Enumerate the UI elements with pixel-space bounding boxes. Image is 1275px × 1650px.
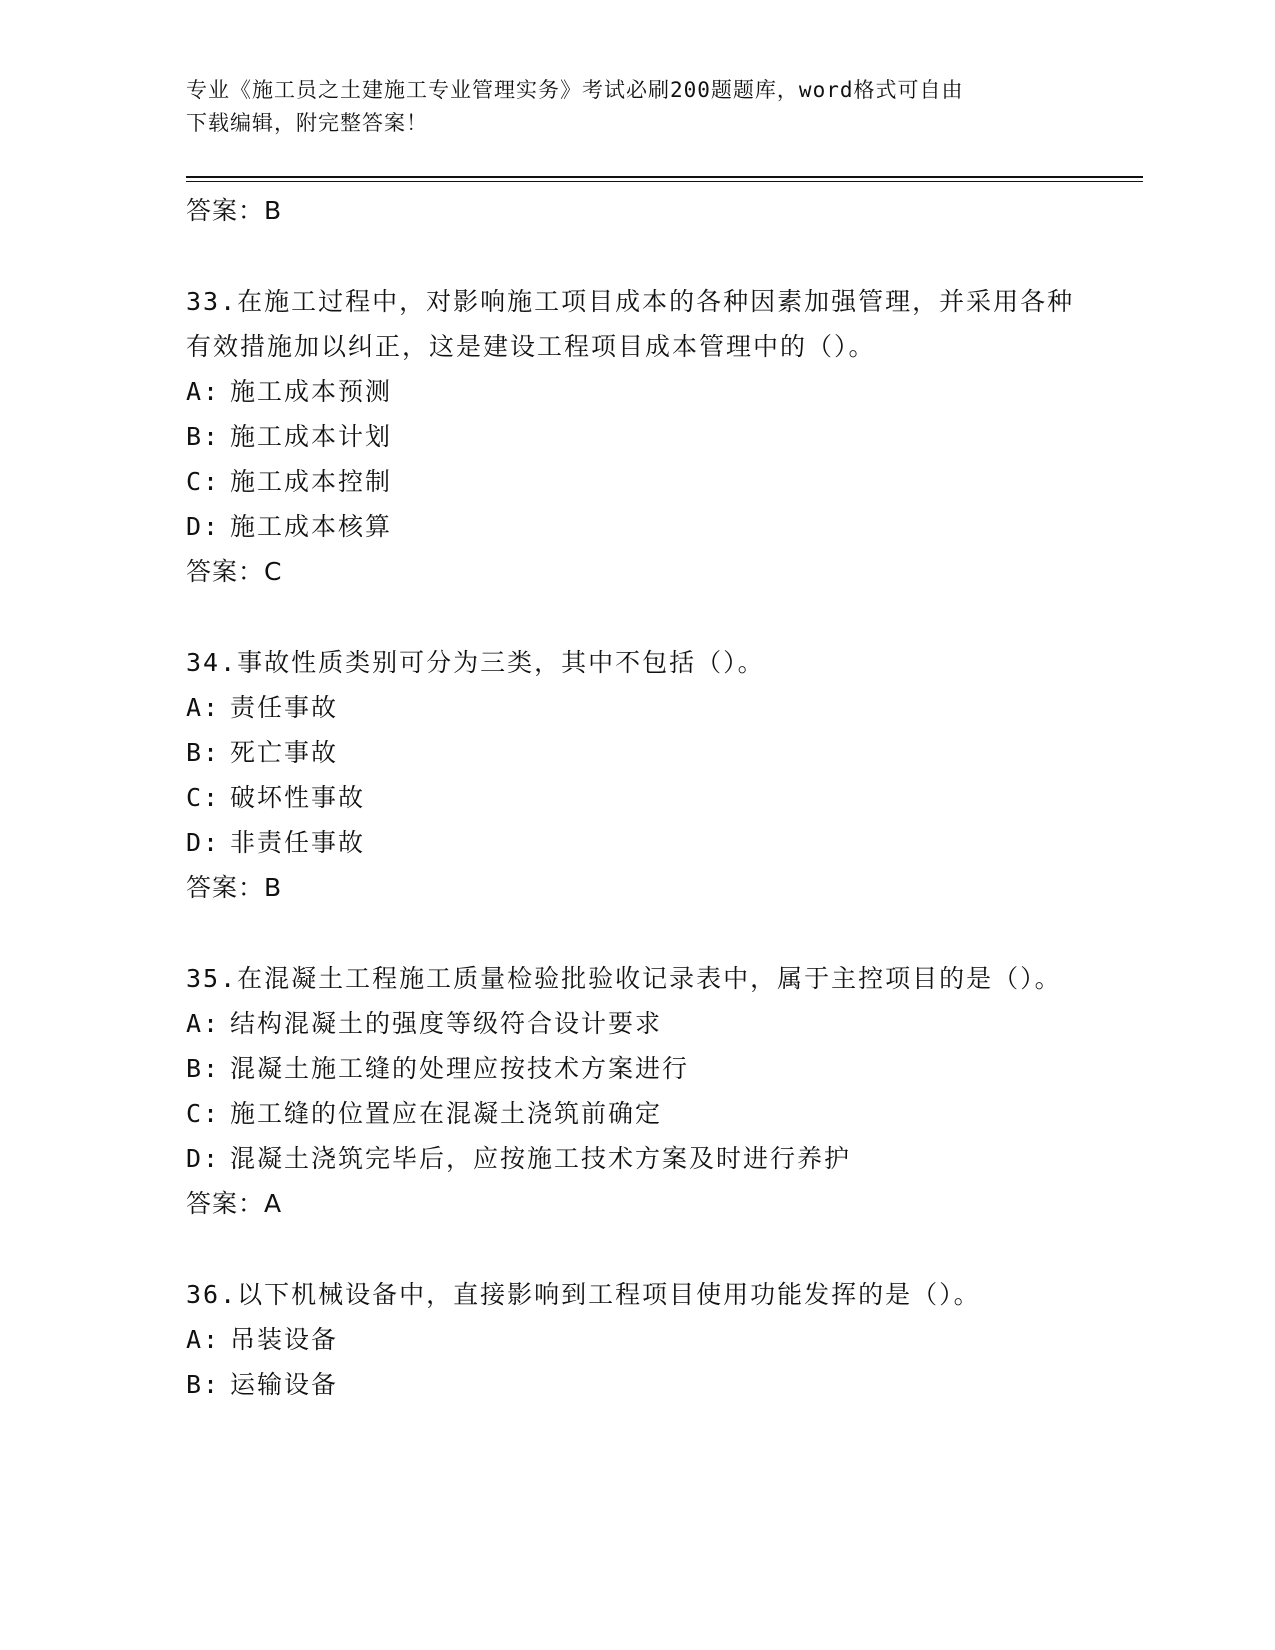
option-text: 结构混凝土的强度等级符合设计要求 [230,1009,663,1038]
option-text: 施工缝的位置应在混凝土浇筑前确定 [230,1099,663,1128]
header-title-line1: 专业《施工员之土建施工专业管理实务》考试必刷200题题库，word格式可自由 [186,78,964,102]
option-item [186,504,1086,549]
option-item [186,369,1086,414]
question-list [186,188,1086,1407]
answer-line: 答案：B [186,873,283,902]
option-text: 运输设备 [230,1370,339,1399]
option-text: 混凝土浇筑完毕后，应按施工技术方案及时进行养护 [230,1144,852,1173]
option-item [186,1001,1086,1046]
answer-line: 答案：A [186,1189,283,1218]
option-text: 责任事故 [230,693,339,722]
question-text: 36.以下机械设备中，直接影响到工程项目使用功能发挥的是（）。 [186,1280,981,1309]
option-label: D: [186,828,221,857]
option-label: A: [186,1325,221,1354]
option-item [186,1046,1086,1091]
option-item [186,820,1086,865]
option-label: B: [186,422,221,451]
option-item [186,730,1086,775]
question-block [186,640,1086,910]
option-label: A: [186,377,221,406]
option-label: A: [186,1009,221,1038]
option-item [186,1317,1086,1362]
option-label: C: [186,1099,221,1128]
question-block [186,279,1086,594]
question-block [186,1272,1086,1407]
option-label: C: [186,467,221,496]
question-text: 33.在施工过程中，对影响施工项目成本的各种因素加强管理，并采用各种有效措施加以纠正，这是建设工程项目成本管理中的（）。 [186,287,1075,361]
question-text: 34.事故性质类别可分为三类，其中不包括（）。 [186,648,765,677]
option-text: 非责任事故 [230,828,366,857]
option-label: B: [186,1370,221,1399]
option-text: 破坏性事故 [230,783,366,812]
option-label: B: [186,1054,221,1083]
option-item [186,685,1086,730]
option-text: 死亡事故 [230,738,339,767]
option-item [186,459,1086,504]
option-text: 施工成本预测 [230,377,393,406]
option-item [186,775,1086,820]
option-item [186,1091,1086,1136]
option-text: 混凝土施工缝的处理应按技术方案进行 [230,1054,690,1083]
answer-line: 答案：C [186,557,283,586]
option-text: 吊装设备 [230,1325,339,1354]
page-header [186,74,1086,140]
option-text: 施工成本核算 [230,512,393,541]
question-text: 35.在混凝土工程施工质量检验批验收记录表中，属于主控项目的是（）。 [186,964,1062,993]
option-item [186,1136,1086,1181]
option-label: D: [186,512,221,541]
option-label: A: [186,693,221,722]
option-label: B: [186,738,221,767]
header-title-line2: 下载编辑，附完整答案！ [186,111,428,135]
option-text: 施工成本计划 [230,422,393,451]
option-label: C: [186,783,221,812]
option-label: D: [186,1144,221,1173]
answer-line: 答案：B [186,196,283,225]
header-rule-thin [186,181,1143,182]
option-text: 施工成本控制 [230,467,393,496]
header-rule-thick [186,176,1143,178]
option-item [186,1362,1086,1407]
option-item [186,414,1086,459]
question-block [186,956,1086,1226]
